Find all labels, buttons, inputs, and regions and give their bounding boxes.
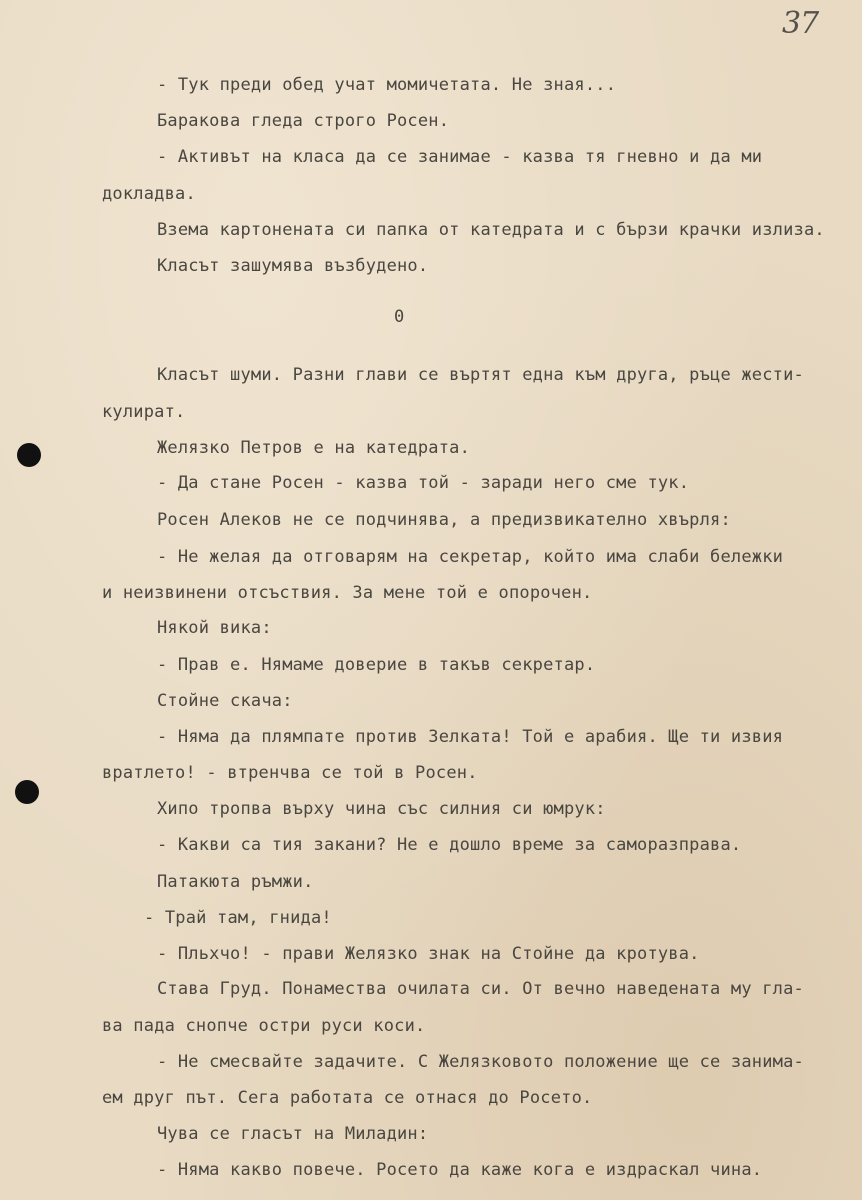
text-line: Стойне скача: [157,691,293,711]
section-marker: 0 [394,307,405,327]
text-line: Хипо тропва върху чина със силния си юмрук: [157,799,606,819]
text-line: и неизвинени отсъствия. За мене той е опорочен. [102,583,593,603]
text-line: - Какви са тия закани? Не е дошло време за саморазправа. [157,835,742,855]
text-line: - Прав е. Нямаме доверие в такъв секретар. [157,655,596,675]
typewritten-text [102,70,852,1180]
text-line: - Да стане Росен - казва той - заради него сме тук. [157,473,690,493]
text-line: ем друг път. Сега работата се отнася до Росето. [102,1088,593,1108]
text-line: Взема картонената си папка от катедрата и с бързи крачки излиза. [157,220,825,240]
text-line: - Няма какво повече. Росето да каже кога е издраскал чина. [157,1160,763,1180]
text-line: Класът шуми. Разни глави се въртят една към друга, ръце жести- [157,365,804,385]
text-line: кулират. [102,402,186,422]
text-line: Патакюта ръмжи. [157,872,314,892]
text-line: - Тук преди обед учат момичетата. Не зная... [157,75,617,95]
text-line: Става Груд. Понамества очилата си. От вечно наведената му гла- [157,979,804,999]
text-line: Някой вика: [157,618,272,638]
text-line: - Пльхчо! - прави Желязко знак на Стойне да кротува. [157,944,700,964]
text-line: - Активът на класа да се занимае - казва тя гневно и да ми [157,147,763,167]
binder-hole [15,780,39,804]
text-line: докладва. [102,184,196,204]
text-line: вратлето! - втренчва се той в Росен. [102,763,478,783]
text-line: Росен Алеков не се подчинява, а предизвикателно хвърля: [157,510,731,530]
text-line: Желязко Петров е на катедрата. [157,438,471,458]
page-number: 37 [782,6,819,41]
text-line: Класът зашумява възбудено. [157,256,429,276]
text-line: - Не смесвайте задачите. С Желязковото положение ще се занима- [157,1052,804,1072]
binder-hole [17,443,41,467]
text-line: Баракова гледа строго Росен. [157,111,450,131]
text-line: - Трай там, гнида! [144,908,332,928]
text-line: - Няма да плямпате против Зелката! Той е арабия. Ще ти извия [157,727,784,747]
text-line: - Не желая да отговарям на секретар, който има слаби бележки [157,547,784,567]
text-line: ва пада снопче остри руси коси. [102,1016,426,1036]
text-line: Чува се гласът на Миладин: [157,1124,429,1144]
